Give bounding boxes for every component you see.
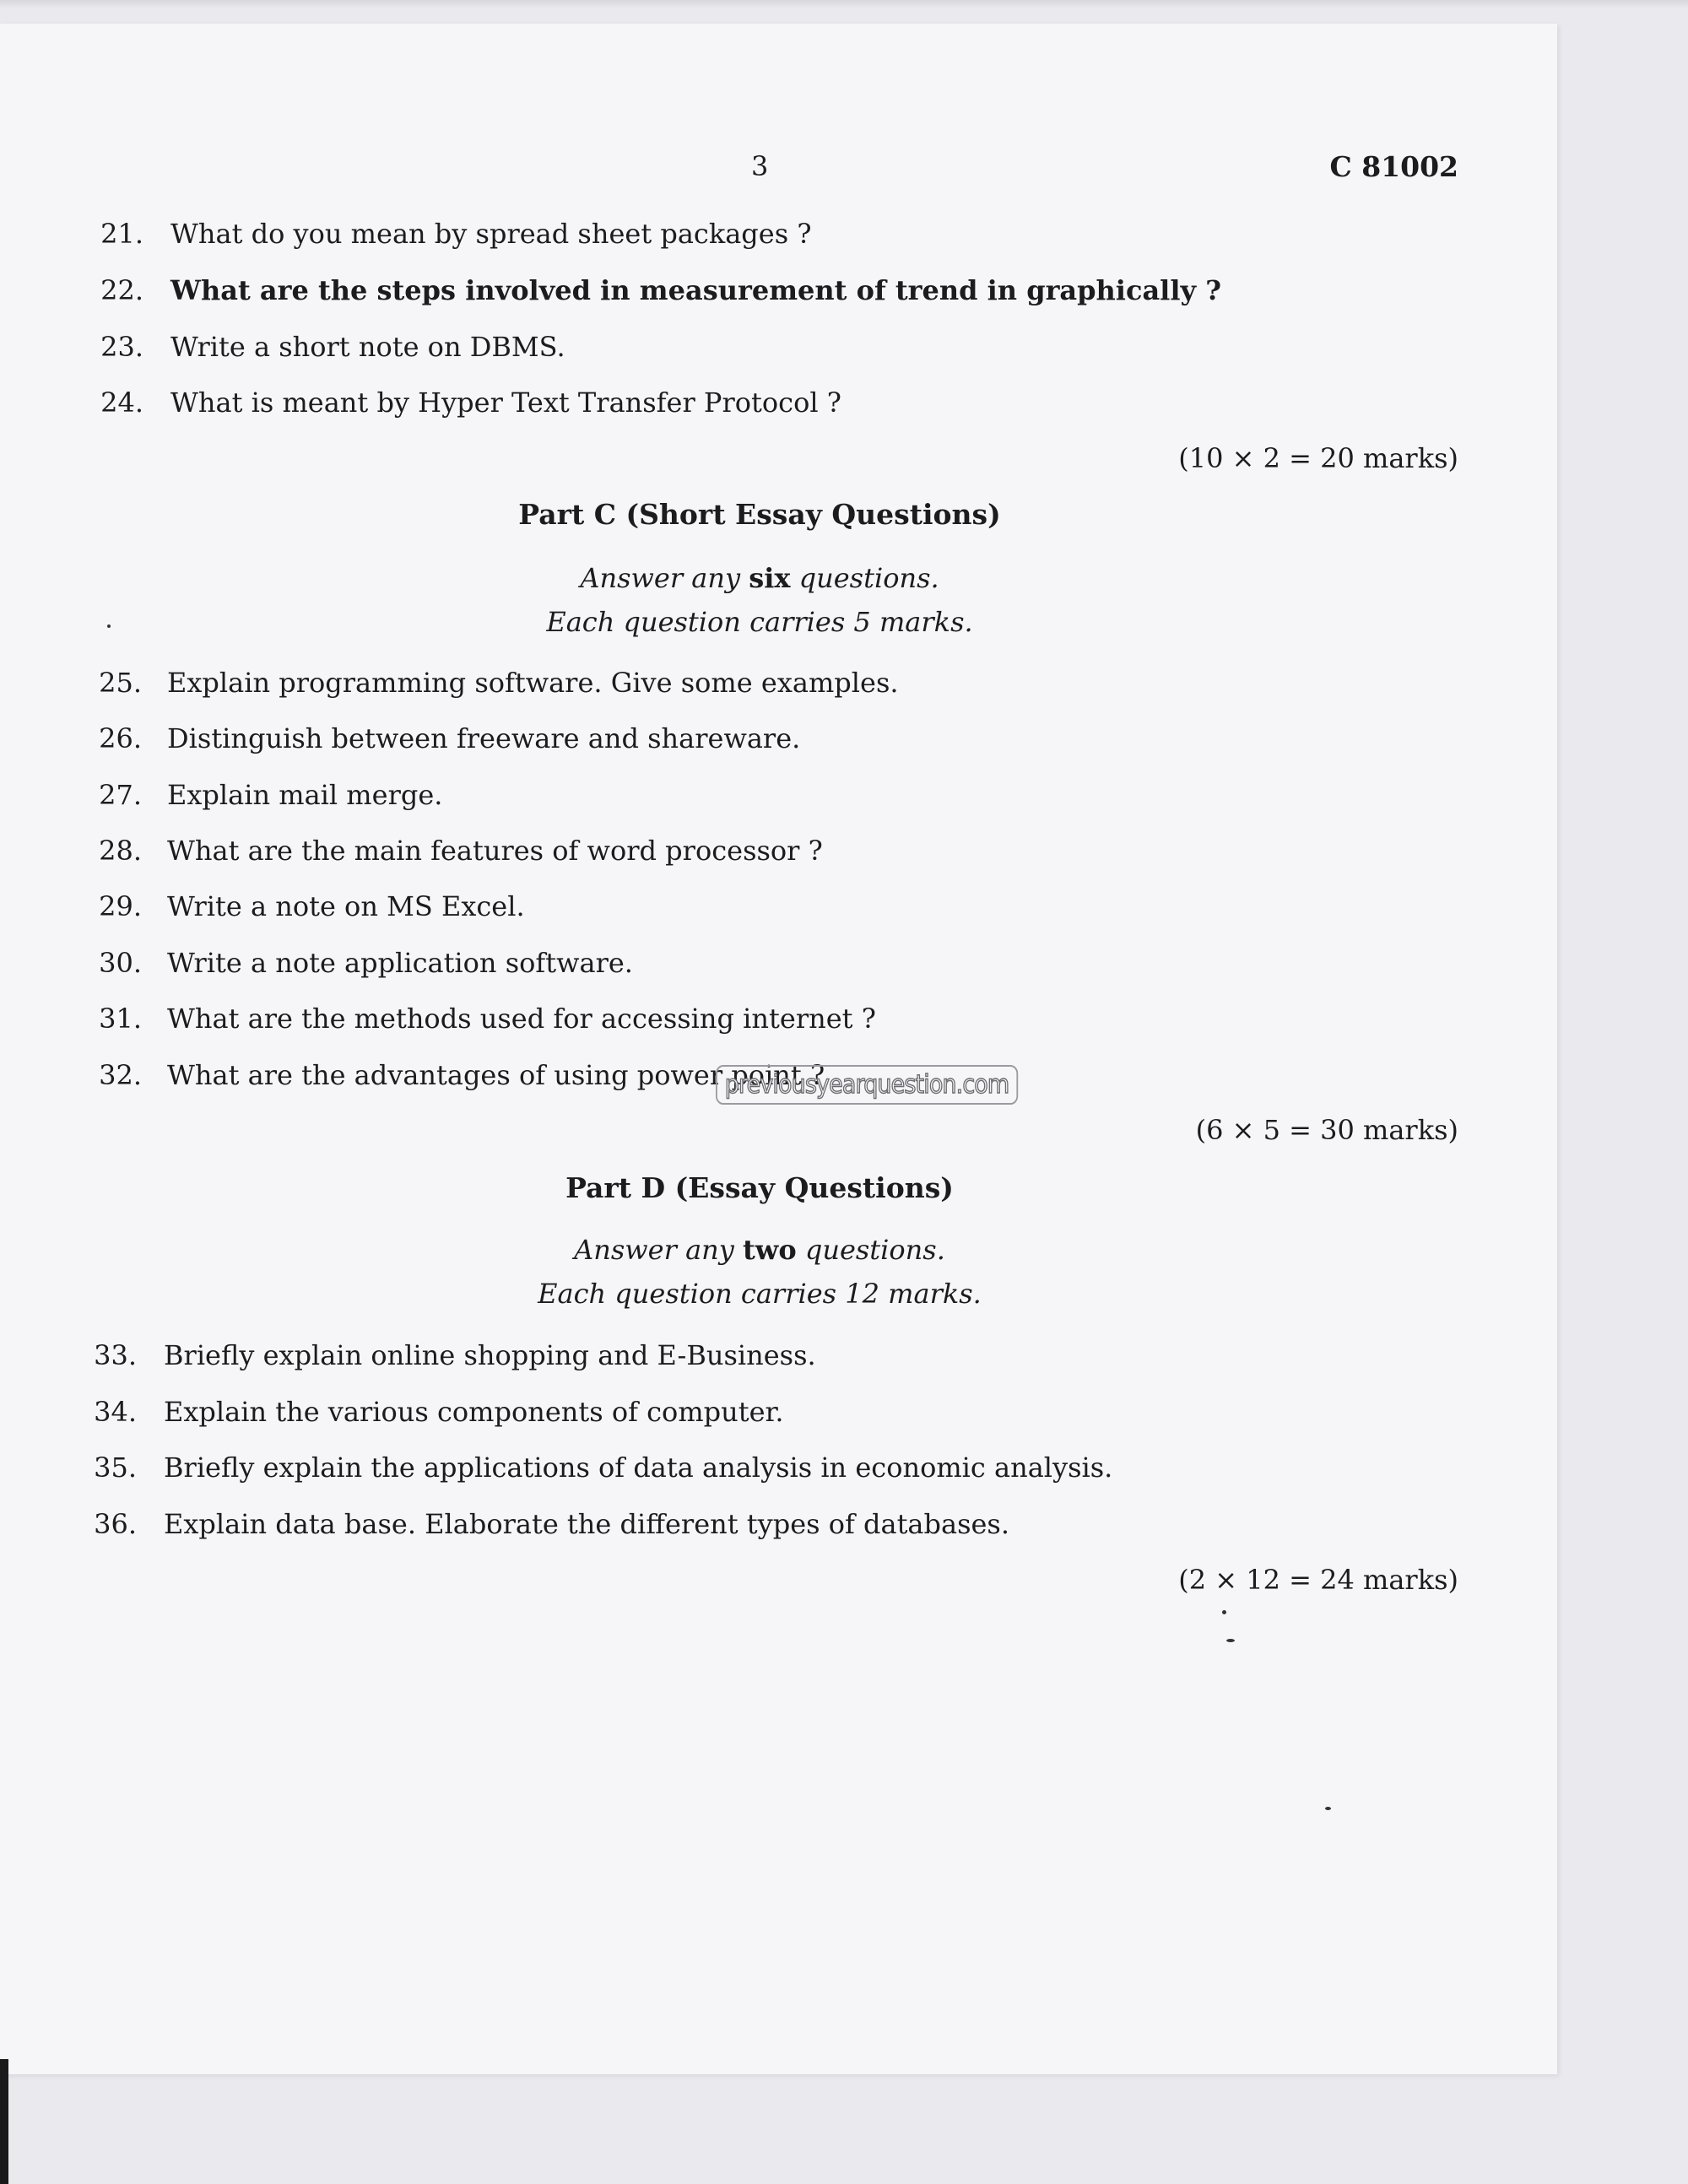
question-text: Briefly explain online shopping and E-Business. (164, 1339, 816, 1371)
question-text: What are the advantages of using power point ? (167, 1059, 825, 1091)
question-text: Briefly explain the applications of data analysis in economic analysis. (164, 1451, 1113, 1484)
part-c-carries: Each question carries 5 marks. (546, 606, 973, 638)
question-text: What are the steps involved in measurement of trend in graphically ? (170, 274, 1221, 306)
watermark-stamp: previousyearquestion.com (716, 1065, 1018, 1105)
part-c-marks: (6 × 5 = 30 marks) (1195, 1114, 1458, 1146)
scan-speck (1325, 1807, 1331, 1810)
scan-top-edge (0, 0, 1688, 8)
question-text: What do you mean by spread sheet packages ? (170, 218, 812, 250)
scan-speck (1222, 1610, 1226, 1614)
question-text: Explain the various components of computer. (164, 1396, 784, 1428)
question-text: Explain mail merge. (167, 779, 443, 811)
scan-speck (1226, 1639, 1235, 1642)
part-d-carries: Each question carries 12 marks. (538, 1278, 982, 1310)
question-text: Write a note application software. (167, 947, 633, 979)
part-b-marks: (10 × 2 = 20 marks) (1178, 442, 1458, 474)
question-text: Distinguish between freeware and shareware. (167, 722, 801, 754)
paper-code: C 81002 (1329, 150, 1458, 183)
question-number: 26. (99, 722, 142, 754)
scan-speck (107, 624, 111, 628)
question-number: 34. (94, 1396, 137, 1428)
question-number: 25. (99, 667, 142, 699)
question-number: 28. (99, 835, 142, 867)
question-text: Explain programming software. Give some examples. (167, 667, 899, 699)
question-text: Explain data base. Elaborate the different types of databases. (164, 1508, 1010, 1540)
question-number: 36. (94, 1508, 137, 1540)
question-number: 31. (99, 1003, 142, 1035)
question-number: 23. (100, 331, 143, 363)
part-c-instruction: Answer any six questions. (580, 562, 939, 594)
part-d-title: Part D (Essay Questions) (565, 1171, 954, 1204)
question-number: 32. (99, 1059, 142, 1091)
question-number: 22. (100, 274, 143, 306)
part-d-marks: (2 × 12 = 24 marks) (1178, 1564, 1458, 1596)
page-number: 3 (751, 150, 769, 182)
question-number: 29. (99, 890, 142, 922)
question-text: What are the methods used for accessing internet ? (167, 1003, 876, 1035)
question-text: What are the main features of word processor ? (167, 835, 823, 867)
question-text: What is meant by Hyper Text Transfer Protocol ? (170, 387, 841, 419)
question-number: 24. (100, 387, 143, 419)
question-number: 33. (94, 1339, 137, 1371)
part-d-instruction: Answer any two questions. (574, 1234, 945, 1266)
part-c-title: Part C (Short Essay Questions) (518, 498, 1001, 531)
question-number: 30. (99, 947, 142, 979)
scan-left-edge (0, 2059, 8, 2184)
question-text: Write a note on MS Excel. (167, 890, 525, 922)
question-text: Write a short note on DBMS. (170, 331, 565, 363)
question-number: 27. (99, 779, 142, 811)
question-number: 35. (94, 1451, 137, 1484)
question-number: 21. (100, 218, 143, 250)
